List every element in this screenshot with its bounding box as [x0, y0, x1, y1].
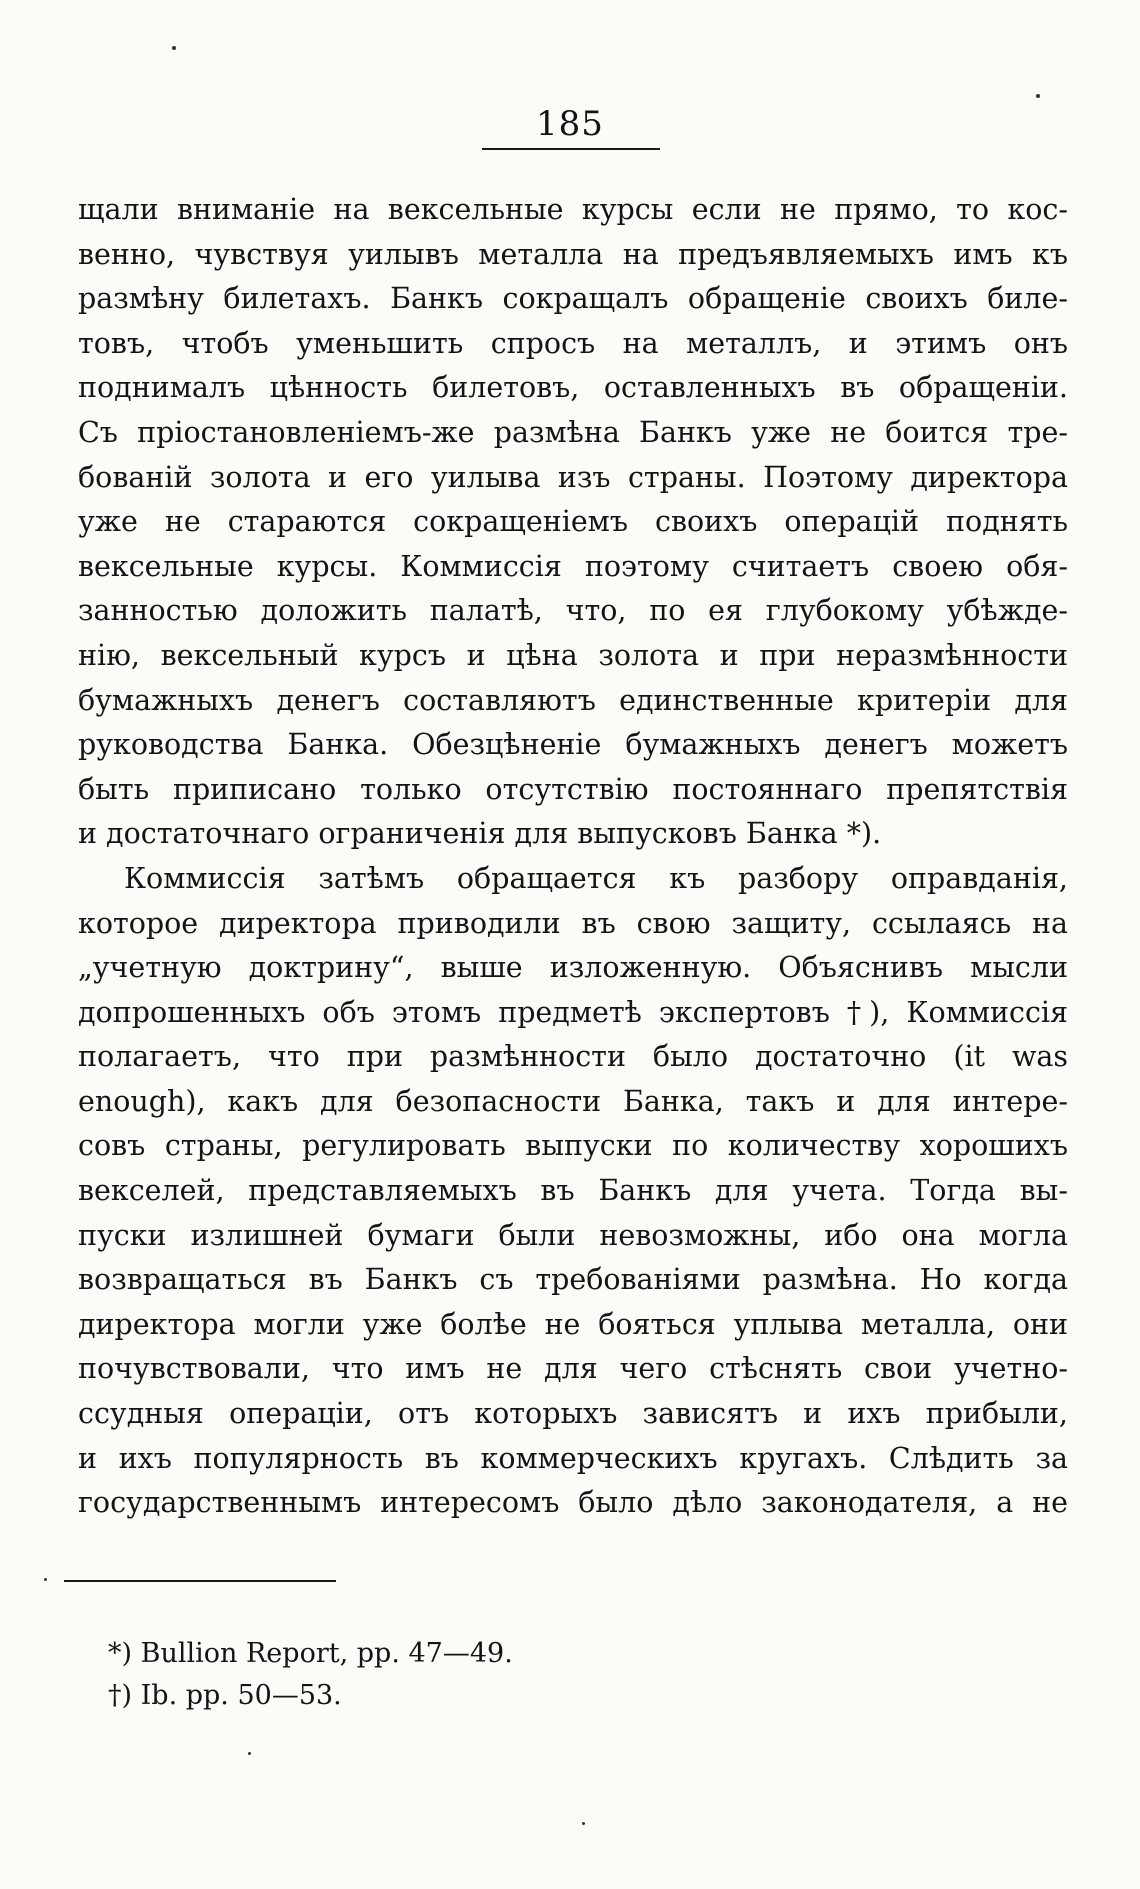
scan-speck [44, 1578, 47, 1581]
text-line: бумажныхъ денегъ составляютъ единственные критеріи для [78, 683, 1068, 717]
body-text [78, 188, 1068, 1526]
text-line: допрошенныхъ объ этомъ предметѣ экспертовъ †), Коммиссія [78, 995, 1068, 1029]
text-line: ссудныя операціи, отъ которыхъ зависятъ и ихъ прибыли, [78, 1397, 1068, 1431]
text-line: руководства Банка. Обезцѣненіе бумажныхъ денегъ можетъ [78, 728, 1068, 762]
text-line: enough), какъ для безопасности Банка, такъ и для интере- [78, 1084, 1068, 1118]
text-line: Съ пріостановленіемъ-же размѣна Банкъ уже не боится тре- [78, 415, 1068, 449]
text-line: Коммиссія затѣмъ обращается къ разбору оправданія, [124, 861, 1068, 895]
text-line: совъ страны, регулировать выпуски по количеству хорошихъ [78, 1129, 1068, 1163]
text-line: векселей, представляемыхъ въ Банкъ для учета. Тогда вы- [78, 1174, 1068, 1208]
text-line: быть приписано только отсутствію постояннаго препятствія [78, 772, 1068, 806]
scan-speck [172, 46, 176, 50]
scan-speck [1036, 94, 1040, 98]
text-line: и ихъ популярность въ коммерческихъ кругахъ. Слѣдить за [78, 1441, 1068, 1475]
footnote: *) Bullion Report, pp. 47—49. [108, 1638, 513, 1669]
footnote: †) Ib. pp. 50—53. [108, 1680, 342, 1711]
text-line: и достаточнаго ограниченія для выпусковъ Банка *). [78, 817, 882, 851]
footnotes [108, 1633, 1008, 1717]
footnote-rule [64, 1580, 336, 1582]
text-line: размѣну билетахъ. Банкъ сокращалъ обращеніе своихъ биле- [78, 282, 1068, 316]
scan-speck [582, 1822, 585, 1825]
text-line: полагаетъ, что при размѣнности было достаточно (it was [78, 1040, 1068, 1074]
text-line: щали вниманіе на вексельные курсы если не прямо, то кос- [78, 193, 1068, 226]
text-line: уже не стараются сокращеніемъ своихъ операцій поднять [78, 505, 1068, 539]
text-line: возвращаться въ Банкъ съ требованіями размѣна. Но когда [78, 1263, 1068, 1297]
text-line: государственнымъ интересомъ было дѣло законодателя, а не [78, 1486, 1068, 1520]
text-line: венно, чувствуя уилывъ металла на предъявляемыхъ имъ къ [78, 237, 1068, 271]
text-line: бованій золота и его уилыва изъ страны. Поэтому директора [78, 460, 1068, 494]
text-line: занностью доложить палатѣ, что, по ея глубокому убѣжде- [78, 594, 1068, 628]
text-line: директора могли уже болѣе не бояться уплыва металла, они [78, 1307, 1068, 1341]
header-rule [482, 148, 660, 150]
text-line: почувствовали, что имъ не для чего стѣснять свои учетно- [78, 1352, 1068, 1386]
page-number: 185 [536, 104, 604, 144]
text-line: „учетную доктрину“, выше изложенную. Объяснивъ мысли [78, 951, 1068, 985]
text-line: которое директора приводили въ свою защиту, ссылаясь на [78, 906, 1068, 940]
text-line: поднималъ цѣнность билетовъ, оставленныхъ въ обращеніи. [78, 371, 1068, 405]
text-line: вексельные курсы. Коммиссія поэтому считаетъ своею обя- [78, 549, 1068, 583]
text-line: товъ, чтобъ уменьшить спросъ на металлъ, и этимъ онъ [78, 326, 1068, 360]
scan-speck [248, 1752, 251, 1755]
text-line: нію, вексельный курсъ и цѣна золота и при неразмѣнности [78, 638, 1068, 672]
text-line: пуски излишней бумаги были невозможны, ибо она могла [78, 1218, 1068, 1252]
